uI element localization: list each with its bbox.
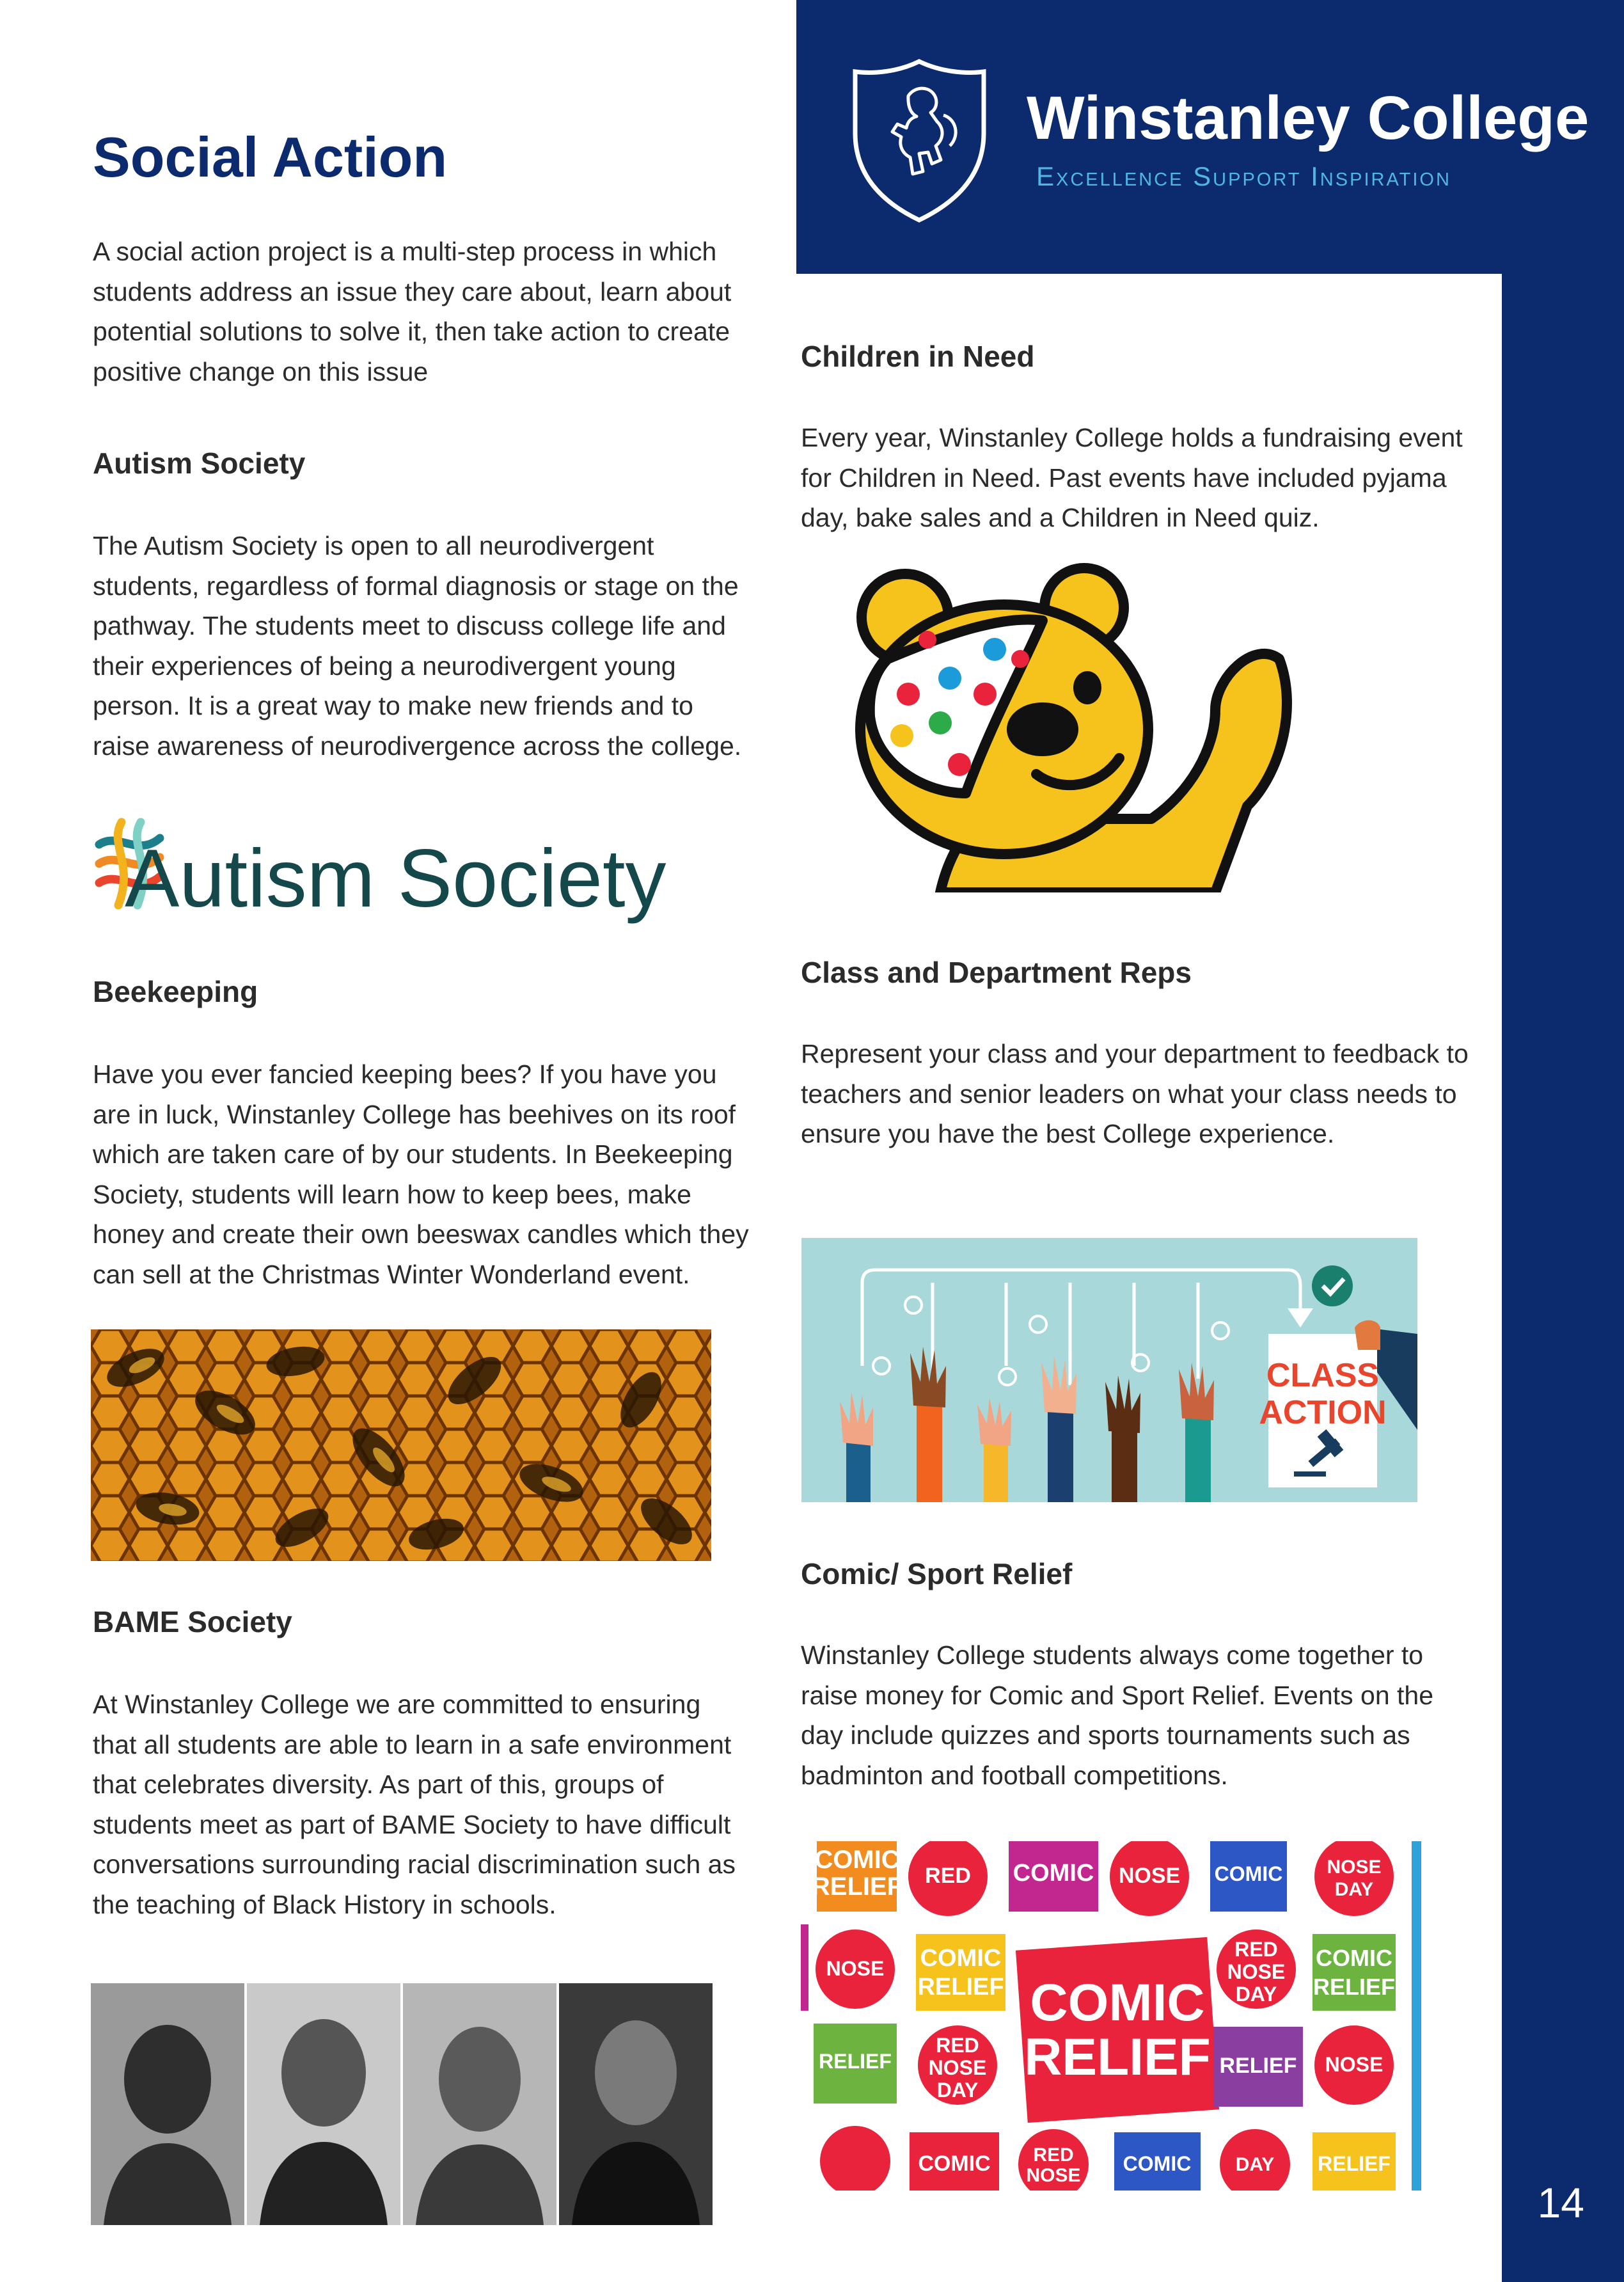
comic-tile-text: RELIEF — [1313, 1974, 1396, 2000]
red-nose-tile-text: DAY — [936, 2079, 979, 2102]
comic-tile-text: COMIC — [814, 1846, 900, 1874]
red-nose-tile-text: NOSE — [1118, 1864, 1181, 1888]
red-nose-tile-text: DAY — [1235, 2154, 1275, 2175]
reps-paragraph: Represent your class and your department to feedback to teachers and senior leaders on what your class needs to ensure you have the best College experience. — [801, 1039, 1469, 1148]
page-number: 14 — [1537, 2179, 1584, 2226]
bame-paragraph: At Winstanley College we are committed to ensuring that all students are able to learn in a safe environment that celebrates diversity. As part of this, groups of students meet as part of BAME Society to have difficult conversations surrounding racial discrimination such as the teaching of Black History in schools. — [93, 1690, 736, 1919]
red-nose-tile-text: NOSE — [928, 2056, 987, 2079]
red-nose-tile-text: NOSE — [1327, 1857, 1382, 1878]
red-nose-tile-text: NOSE — [1227, 1960, 1286, 1983]
comic-relief-paragraph: Winstanley College students always come together to raise money for Comic and Sport Relief. Events on the day include quizzes and sports tournaments such as badminton and football competitions. — [801, 1640, 1434, 1790]
red-nose-tile-text: RED — [925, 1864, 971, 1888]
autism-heading: Autism Society — [93, 447, 306, 480]
college-name: Winstanley College — [1027, 84, 1589, 152]
comic-tile-text: RELIEF — [811, 1873, 903, 1901]
children-in-need-paragraph: Every year, Winstanley College holds a fundraising event for Children in Need. Past events have included pyjama day, bake sales and a Children in Need quiz. — [801, 423, 1463, 532]
comic-tile-text: COMIC — [920, 1945, 1002, 1972]
beekeeping-paragraph: Have you ever fancied keeping bees? If you have you are in luck, Winstanley College has beehives on its roof which are taken care of by our students. In Beekeeping Society, students will learn how to keep bees, make honey and create their own beeswax candles which they can sell at the Christmas Winter Wonderland event. — [93, 1059, 749, 1289]
beekeeping-heading: Beekeeping — [93, 975, 258, 1008]
class-action-illustration — [801, 1238, 1417, 1502]
pudsey-bear-illustration — [832, 563, 1305, 892]
red-nose-tile-text: RED — [1234, 1938, 1278, 1961]
red-nose-tile-text: NOSE — [1325, 2053, 1384, 2076]
bame-heading: BAME Society — [93, 1605, 292, 1638]
red-nose-tile-text: RED — [1033, 2144, 1074, 2166]
reps-heading: Class and Department Reps — [801, 956, 1192, 989]
red-nose-tile-text: DAY — [1334, 1879, 1374, 1900]
comic-tile-text: COMIC — [1123, 2152, 1192, 2175]
comic-tile-text: COMIC — [1214, 1862, 1283, 1885]
comic-tile-text: COMIC — [918, 2151, 991, 2176]
red-nose-tile-text: RED — [936, 2034, 979, 2057]
class-action-sign-line1: CLASS — [1266, 1357, 1380, 1394]
college-motto: Excellence Support Inspiration — [1036, 161, 1451, 191]
comic-tile-text: RELIEF — [1219, 2054, 1297, 2078]
comic-tile-text: RELIEF — [819, 2050, 892, 2073]
comic-tile-text: RELIEF — [917, 1974, 1004, 2001]
red-nose-tile-text: NOSE — [826, 1957, 885, 1980]
class-action-sign-line2: ACTION — [1259, 1394, 1387, 1431]
comic-relief-main-text: COMIC — [1030, 1974, 1205, 2032]
comic-relief-heading: Comic/ Sport Relief — [801, 1557, 1073, 1590]
comic-relief-collage — [801, 1841, 1421, 2191]
right-navy-band — [1502, 0, 1624, 2282]
red-nose-tile-text: NOSE — [1026, 2165, 1081, 2186]
page-title: Social Action — [93, 125, 448, 189]
black-history-portraits-photo — [91, 1983, 713, 2225]
comic-tile-text: COMIC — [1013, 1860, 1094, 1887]
honeycomb-bees-photo — [91, 1329, 711, 1561]
intro-paragraph: A social action project is a multi-step process in which students address an issue they care about, learn about potential solutions to solve it, then take action to create positive change on this issue — [93, 237, 732, 386]
autism-society-logo-text: Autism Society — [125, 833, 666, 924]
lion-shield-crest-icon — [847, 58, 991, 224]
comic-tile-text: RELIEF — [1318, 2152, 1391, 2175]
autism-paragraph: The Autism Society is open to all neurodivergent students, regardless of formal diagnosis or stage on the pathway. The students meet to discuss college life and their experiences of being a neurodivergent young person. It is a great way to make new friends and to raise awareness of neurodivergence across the college. — [93, 531, 742, 761]
comic-tile-text: COMIC — [1316, 1945, 1392, 1971]
comic-relief-main-text: RELIEF — [1024, 2028, 1211, 2086]
children-in-need-heading: Children in Need — [801, 340, 1035, 373]
red-nose-tile-text: DAY — [1235, 1983, 1277, 2006]
